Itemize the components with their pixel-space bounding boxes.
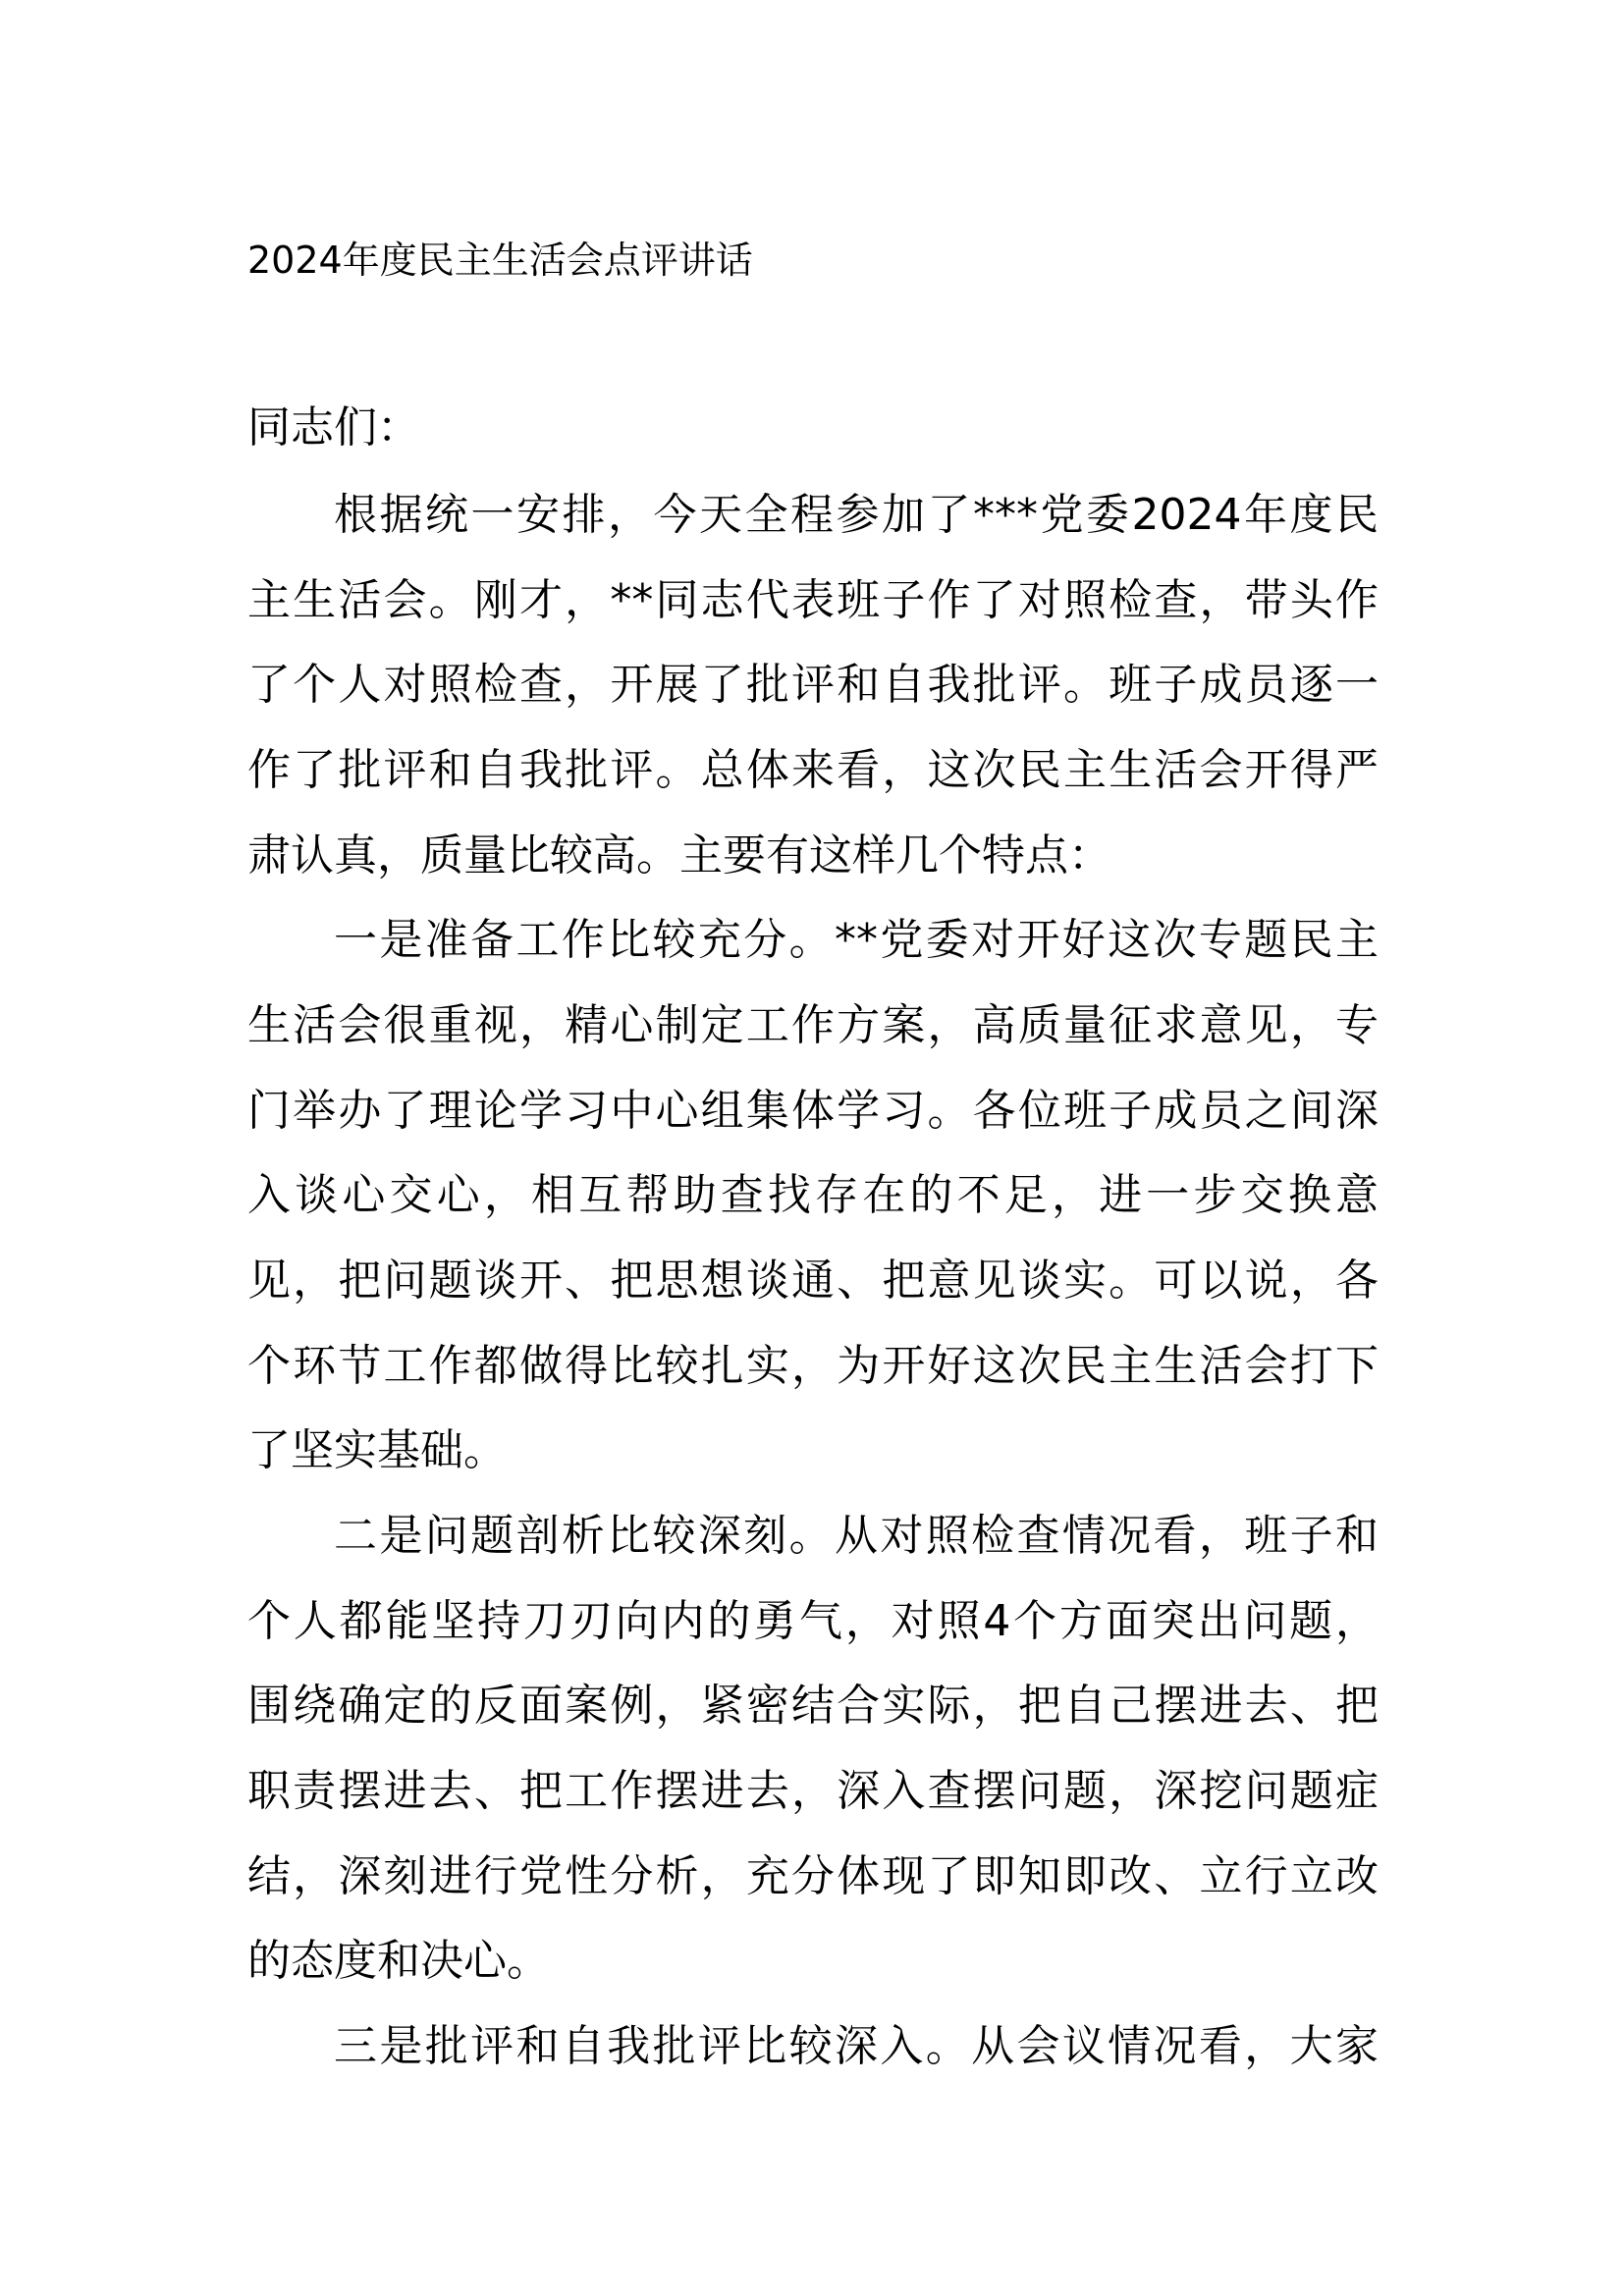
paragraph-line: 三是批评和自我批评比较深入。从会议情况看，大家 xyxy=(334,2021,1379,2071)
greeting: 同志们： xyxy=(247,402,420,453)
paragraph-line: 入谈心交心，相互帮助查找存在的不足，进一步交换意 xyxy=(247,1170,1379,1220)
paragraph-line: 了个人对照检查，开展了批评和自我批评。班子成员逐一 xyxy=(247,660,1379,710)
paragraph-line: 一是准备工作比较充分。**党委对开好这次专题民主 xyxy=(334,915,1379,965)
paragraph-line: 作了批评和自我批评。总体来看，这次民主生活会开得严 xyxy=(247,745,1379,795)
paragraph-line: 了坚实基础。 xyxy=(247,1425,507,1475)
paragraph-line: 主生活会。刚才，**同志代表班子作了对照检查，带头作 xyxy=(247,575,1379,625)
paragraph-line: 个环节工作都做得比较扎实，为开好这次民主生活会打下 xyxy=(247,1341,1379,1391)
paragraph-line: 肃认真，质量比较高。主要有这样几个特点： xyxy=(247,830,1111,881)
paragraph-line: 见，把问题谈开、把思想谈通、把意见谈实。可以说，各 xyxy=(247,1255,1379,1306)
paragraph-line: 生活会很重视，精心制定工作方案，高质量征求意见，专 xyxy=(247,1000,1379,1050)
paragraph-line: 职责摆进去、把工作摆进去，深入查摆问题，深挖问题症 xyxy=(247,1766,1379,1816)
document-title: 2024年度民主生活会点评讲话 xyxy=(247,239,753,282)
paragraph-line: 的态度和决心。 xyxy=(247,1936,550,1986)
paragraph-line: 个人都能坚持刀刃向内的勇气，对照4个方面突出问题， xyxy=(247,1596,1379,1646)
paragraph-line: 二是问题剖析比较深刻。从对照检查情况看，班子和 xyxy=(334,1511,1379,1561)
paragraph-line: 围绕确定的反面案例，紧密结合实际，把自己摆进去、把 xyxy=(247,1681,1379,1731)
paragraph-line: 门举办了理论学习中心组集体学习。各位班子成员之间深 xyxy=(247,1086,1379,1136)
paragraph-line: 结，深刻进行党性分析，充分体现了即知即改、立行立改 xyxy=(247,1851,1379,1901)
paragraph-line: 根据统一安排，今天全程参加了***党委2024年度民 xyxy=(334,490,1379,540)
